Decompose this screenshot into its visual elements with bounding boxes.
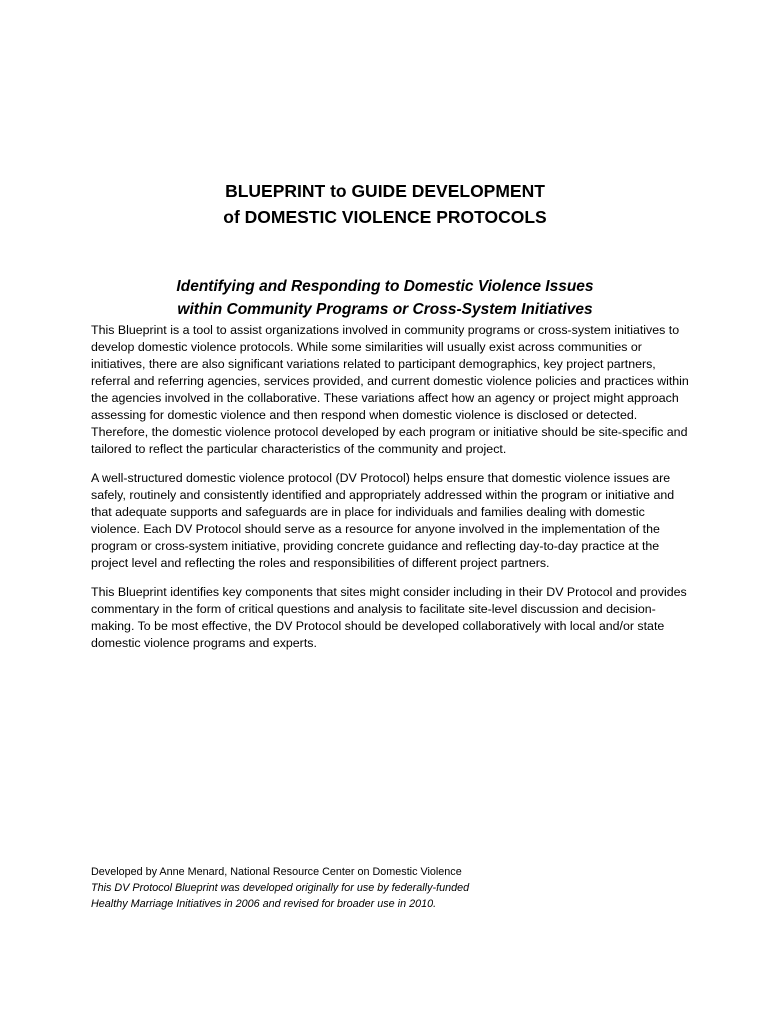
subtitle-line-2: within Community Programs or Cross-System Initiatives [177,300,593,318]
body-paragraph-1: This Blueprint is a tool to assist organizations involved in community programs or cross-system initiatives to develop domestic violence protocols. While some similarities will usually exist across communities or initiatives, there are also significant variations related to participant demographics, key project partners, referral and referring agencies, services provided, and current domestic violence policies and practices within the agencies involved in the collaborative. These variations affect how an agency or project might approach assessing for domestic violence and then respond when domestic violence is disclosed or detected. Therefore, the domestic violence protocol developed by each program or initiative should be site-specific and tailored to reflect the particular characteristics of the community and project. [91,323,689,456]
document-title [0,178,770,230]
title-line-1: BLUEPRINT to GUIDE DEVELOPMENT [225,180,545,201]
footer-note-line-1: This DV Protocol Blueprint was developed originally for use by federally-funded [91,882,470,894]
footer-author: Developed by Anne Menard, National Resource Center on Domestic Violence [91,866,462,878]
document-footer [91,864,693,912]
body-paragraph-2: A well-structured domestic violence protocol (DV Protocol) helps ensure that domestic violence issues are safely, routinely and consistently identified and appropriately addressed within the program or initiative and that adequate supports and safeguards are in place for individuals and families dealing with domestic violence. Each DV Protocol should serve as a resource for anyone involved in the implementation of the program or cross-system initiative, providing concrete guidance and reflecting day-to-day practice at the project level and reflecting the roles and responsibilities of different project partners. [91,471,675,570]
title-line-2: of DOMESTIC VIOLENCE PROTOCOLS [223,206,547,227]
footer-note-line-2: Healthy Marriage Initiatives in 2006 and revised for broader use in 2010. [91,898,437,910]
subtitle-line-1: Identifying and Responding to Domestic Violence Issues [176,277,594,295]
document-body [91,322,693,664]
document-subtitle [0,275,770,321]
body-paragraph-3: This Blueprint identifies key components that sites might consider including in their DV Protocol and provides commentary in the form of critical questions and analysis to facilitate site-level discussion and decision-making. To be most effective, the DV Protocol should be developed collaboratively with local and/or state domestic violence programs and experts. [91,585,687,650]
